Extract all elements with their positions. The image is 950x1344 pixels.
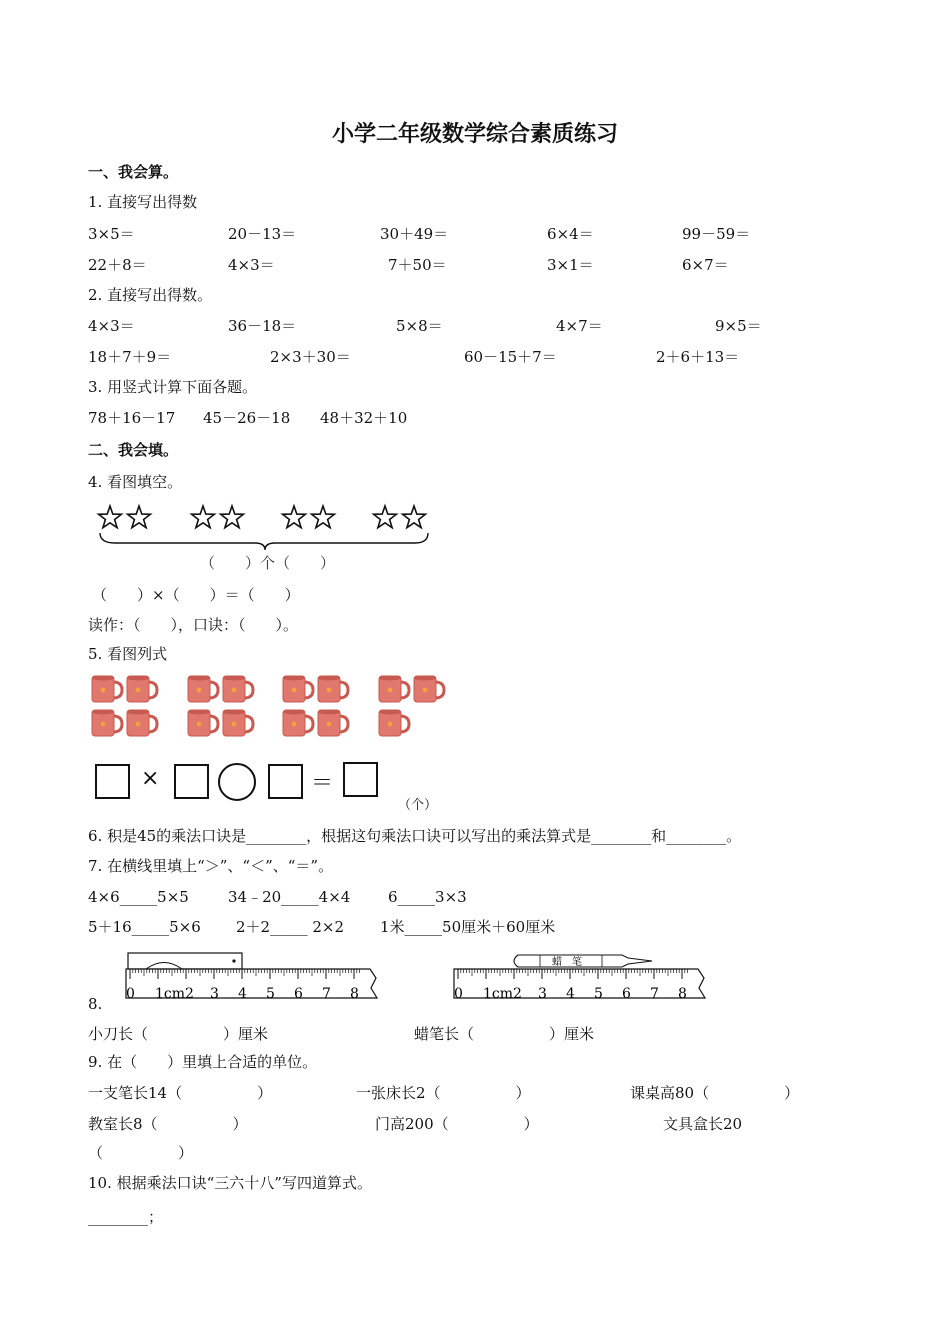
q3-item-3: 48＋32＋10 <box>320 409 408 427</box>
q6-text: 6. 积是45的乘法口诀是________，根据这句乘法口诀可以写出的乘法算式是________和________。 <box>88 827 742 845</box>
q1-r1-c5: 99－59＝ <box>682 225 751 243</box>
star-group-3 <box>283 506 335 528</box>
q7-r2-c3: 1米_____50厘米＋60厘米 <box>380 918 556 936</box>
tick-3: 3 <box>210 986 219 1002</box>
q9-r3: （ ） <box>88 1144 194 1162</box>
q8-crayon-answer: 蜡笔长（ ）厘米 <box>414 1025 595 1043</box>
q2-r1-c2: 36－18＝ <box>228 317 297 335</box>
q9-r2-c3: 文具盒长20 <box>663 1115 743 1133</box>
q2-label: 2. 直接写出得数。 <box>88 286 213 304</box>
q7-r2-c1: 5＋16_____5×6 <box>88 918 201 936</box>
q9-label: 9. 在（ ）里填上合适的单位。 <box>88 1053 318 1071</box>
q1-r2-c4: 3×1＝ <box>547 256 594 274</box>
q2-r1-c1: 4×3＝ <box>88 317 135 335</box>
mug-icon <box>223 676 253 703</box>
mug-icon <box>283 710 313 737</box>
q8-knife-answer: 小刀长（ ）厘米 <box>88 1025 269 1043</box>
q1-r1-c3: 30＋49＝ <box>380 225 449 243</box>
q1-r2-c2: 4×3＝ <box>228 256 275 274</box>
answer-box-3[interactable] <box>268 764 303 799</box>
star-group-1 <box>99 506 151 528</box>
q10-label: 10. 根据乘法口诀“三六十八”写四道算式。 <box>88 1174 372 1192</box>
tick-0: 0 <box>454 986 463 1002</box>
mug-icon <box>283 676 313 703</box>
mug-icon <box>379 710 409 737</box>
mug-icon <box>414 676 444 703</box>
q10-blank: ________； <box>88 1208 164 1226</box>
tick-1-2: 1cm2 <box>155 986 194 1002</box>
q9-r1-c1: 一支笔长14（ ） <box>88 1084 273 1102</box>
tick-5: 5 <box>266 986 275 1002</box>
q9-r1-c2: 一张床长2（ ） <box>356 1084 531 1102</box>
mug-icon <box>92 676 122 703</box>
answer-box-result[interactable] <box>343 762 378 797</box>
q3-item-2: 45－26－18 <box>203 409 291 427</box>
q7-r1-c2: 34﹣20_____4×4 <box>228 888 351 906</box>
q2-r1-c3: 5×8＝ <box>396 317 443 335</box>
page-title: 小学二年级数学综合素质练习 <box>331 122 618 147</box>
curly-brace <box>100 533 428 550</box>
q1-r2-c3: 7＋50＝ <box>388 256 447 274</box>
tick-8: 8 <box>678 986 687 1002</box>
tick-6: 6 <box>294 986 303 1002</box>
q2-r2-c2: 2×3＋30＝ <box>270 348 351 366</box>
section-1-heading: 一、我会算。 <box>88 163 179 181</box>
q4-line-2: 读作：（ ），口诀：（ ）。 <box>88 616 299 634</box>
mug-icon <box>318 710 348 737</box>
q3-item-1: 78＋16－17 <box>88 409 176 427</box>
q7-r2-c2: 2＋2_____ 2×2 <box>236 918 345 936</box>
q7-label: 7. 在横线里填上“＞”、“＜”、“＝”。 <box>88 857 334 875</box>
q1-r2-c1: 22＋8＝ <box>88 256 147 274</box>
q9-r2-c2: 门高200（ ） <box>375 1115 539 1133</box>
tick-0: 0 <box>126 986 135 1002</box>
answer-box-2[interactable] <box>174 764 209 799</box>
q1-label: 1. 直接写出得数 <box>88 193 198 211</box>
mug-icon <box>92 710 122 737</box>
tick-3: 3 <box>538 986 547 1002</box>
answer-box-1[interactable] <box>95 764 130 799</box>
mug-icon <box>127 676 157 703</box>
tick-4: 4 <box>566 986 575 1002</box>
q1-r1-c1: 3×5＝ <box>88 225 135 243</box>
star-group-2 <box>192 506 244 528</box>
section-2-heading: 二、我会填。 <box>88 441 179 459</box>
ruler-tick-labels-crayon <box>452 982 712 1002</box>
mug-icon <box>127 710 157 737</box>
q1-r2-c5: 6×7＝ <box>682 256 729 274</box>
q5-label: 5. 看图列式 <box>88 645 168 663</box>
q3-label: 3. 用竖式计算下面各题。 <box>88 378 258 396</box>
tick-1-2: 1cm2 <box>483 986 522 1002</box>
q7-r1-c3: 6_____3×3 <box>388 888 467 906</box>
tick-7: 7 <box>322 986 331 1002</box>
q4-label: 4. 看图填空。 <box>88 473 183 491</box>
q9-r1-c3: 课桌高80（ ） <box>630 1084 800 1102</box>
equals-sign: ＝ <box>311 771 334 796</box>
q1-r1-c2: 20－13＝ <box>228 225 297 243</box>
crayon-shape <box>514 955 652 967</box>
mug-icon <box>223 710 253 737</box>
tick-7: 7 <box>650 986 659 1002</box>
q2-r2-c3: 60－15＋7＝ <box>464 348 557 366</box>
tick-5: 5 <box>594 986 603 1002</box>
mugs-figure <box>92 672 462 742</box>
q2-r1-c5: 9×5＝ <box>715 317 762 335</box>
knife-shape <box>128 953 242 969</box>
q8-label: 8. <box>88 995 103 1013</box>
operator-circle[interactable] <box>218 763 256 801</box>
stars-figure <box>95 503 435 553</box>
q7-r1-c1: 4×6_____5×5 <box>88 888 189 906</box>
q9-r2-c1: 教室长8（ ） <box>88 1115 248 1133</box>
crayon-label: 蜡 笔 <box>552 957 582 968</box>
tick-4: 4 <box>238 986 247 1002</box>
star-group-4 <box>374 506 426 528</box>
q1-r1-c4: 6×4＝ <box>547 225 594 243</box>
mug-icon <box>318 676 348 703</box>
tick-6: 6 <box>622 986 631 1002</box>
times-sign: × <box>141 766 160 791</box>
mug-icon <box>379 676 409 703</box>
brace-caption: （ ）个（ ） <box>200 554 336 572</box>
q2-r2-c4: 2＋6＋13＝ <box>656 348 740 366</box>
ruler-tick-labels-knife <box>124 982 384 1002</box>
q4-line-1: （ ）×（ ）＝（ ） <box>92 586 300 604</box>
unit-label: （个） <box>398 798 438 813</box>
tick-8: 8 <box>350 986 359 1002</box>
q2-r2-c1: 18＋7＋9＝ <box>88 348 172 366</box>
q2-r1-c4: 4×7＝ <box>556 317 603 335</box>
mug-icon <box>188 676 218 703</box>
mug-icon <box>188 710 218 737</box>
